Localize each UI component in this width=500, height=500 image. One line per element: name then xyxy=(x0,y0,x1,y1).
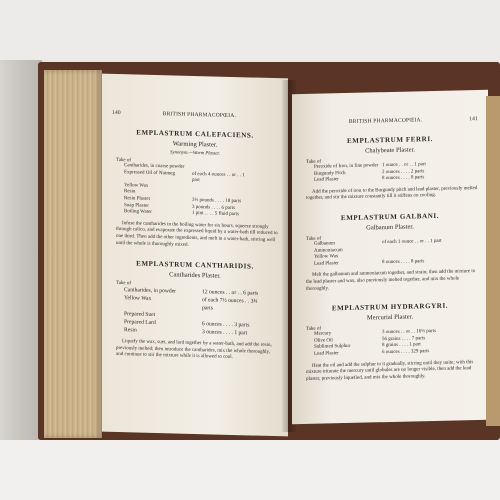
take-of-label: Take of xyxy=(116,281,132,287)
section-title: EMPLASTRUM CANTHARIDIS. xyxy=(136,259,254,271)
ingredient-row: Yellow Wax xyxy=(124,182,149,189)
ingredient-row: Yellow Wax of each 7½ ounces . . 3¾ parts xyxy=(124,295,258,312)
page-number: 140 xyxy=(112,109,121,117)
ingredient-row: Burgundy Pitch 2 ounces . . . . 2 parts xyxy=(314,168,425,177)
section-subtitle: Galbanum Plaster. xyxy=(366,223,414,232)
ingredient-row: Resin xyxy=(124,189,136,195)
ingredient-row: Mercury 3 ounces . . or . . 16½ parts xyxy=(314,329,437,337)
synonym: Synonym.—Warm Plaster. xyxy=(170,150,220,157)
ingredient-row: Prepared Suet xyxy=(124,311,156,319)
method-paragraph: Infuse the cantharides in the boiling water for six hours, squeeze strongly through calico, and evaporate the expressed liquid by a water-bath till reduced to one third. Then add the other ingredients, and melt in a water-bath, stirring well until the whole is thoroughly mixed. xyxy=(116,220,278,248)
ingredient-row: Sublimed Sulphur 8 grains . . . . 1 part xyxy=(314,342,421,351)
ingredient-row: Lead Plaster 8 ounces . . . . 8 parts xyxy=(314,175,425,183)
left-page-header xyxy=(102,110,288,121)
section-title: EMPLASTRUM CALEFACIENS. xyxy=(136,128,254,140)
ingredient-row: Galbanum of each 1 ounce . . or . . 1 part xyxy=(314,238,442,247)
ingredient-row: Boiling Water 1 pint . . . . 5 fluid parts xyxy=(124,209,239,218)
take-of-label: Take of xyxy=(116,157,132,164)
section-title: EMPLASTRUM FERRI. xyxy=(346,135,434,145)
right-page-header xyxy=(292,116,488,126)
section-subtitle: Chalybeate Plaster. xyxy=(365,146,415,155)
ingredient-row: Prepared Lard 6 ounces . . . . 3 parts xyxy=(124,319,250,329)
ingredient-row: Soap Plaster 3 pounds . . . . 6 parts xyxy=(124,202,235,211)
section-subtitle: Cantharides Plaster. xyxy=(169,271,221,280)
take-of-label: Take of xyxy=(306,236,322,242)
ingredient-row: Peroxide of Iron, in fine powder 1 ounce . . or . . 1 part xyxy=(314,162,426,170)
table-surface xyxy=(0,60,42,440)
page-edges-left xyxy=(44,70,102,438)
section-title: EMPLASTRUM GALBANI. xyxy=(340,211,440,223)
background-top xyxy=(0,0,500,60)
page-number: 141 xyxy=(469,116,478,123)
ingredient-row: Cantharides, in coarse powder xyxy=(124,163,185,170)
ingredient-row: Resin 3 ounces . . . . 1 part xyxy=(124,327,248,337)
running-title: BRITISH PHARMACOPŒIA. xyxy=(162,111,237,120)
page-edges-right xyxy=(486,96,500,426)
method-paragraph: Add the peroxide of iron to the Burgundy pitch and lead plaster, previously melted together, and stir the mixture constantly till it stiffens on cooling. xyxy=(306,185,478,202)
ingredient-row: Ammoniacum xyxy=(314,247,343,254)
method-paragraph: Melt the galbanum and ammoniacum together, and strain; then add the mixture to the lead plaster and wax, also previously melted together, and mix the whole thoroughly. xyxy=(306,269,476,292)
take-of-label: Take of xyxy=(306,326,322,333)
ingredient-row: Expressed Oil of Nutmeg of each 4 ounces . . or . . 1 part xyxy=(124,169,245,184)
ingredient-row: Yellow Wax xyxy=(314,254,339,260)
section-subtitle: Mercurial Plaster. xyxy=(366,313,414,322)
right-page xyxy=(292,90,488,424)
section-title: EMPLASTRUM HYDRARGYRI. xyxy=(331,301,449,313)
left-page xyxy=(102,74,288,437)
background-bottom xyxy=(0,440,500,500)
method-paragraph: Liquefy the wax, suet, and lard together by a water-bath, and add the resin, previously melted; then introduce the cantharides, mix the whole thoroughly, and continue to stir the mixture while it is allowed to cool. xyxy=(116,339,272,361)
ingredient-row: Cantharides, in powder 12 ounces . . or . . 6 parts xyxy=(124,287,259,297)
take-of-label: Take of xyxy=(306,159,322,165)
ingredient-row: Olive Oil 56 grains . . . . 7 parts xyxy=(314,335,426,344)
ingredient-row: Lead Plaster 8 ounces . . . . 8 parts xyxy=(314,258,425,267)
method-paragraph: Heat the oil and add the sulphur to it gradually, stirring until they unite; with this mixture triturate the mercury until globules are no longer visible, then add the lead plaster, previously liquefied, and mix the whole thoroughly. xyxy=(306,359,474,382)
section-subtitle: Warming Plaster. xyxy=(172,140,218,149)
ingredient-row: Resin Plaster 3½ pounds . . . . 18 parts xyxy=(124,196,242,205)
running-title: BRITISH PHARMACOPŒIA. xyxy=(348,117,423,125)
ingredient-row: Lead Plaster 6 ounces . . . . 329 parts xyxy=(314,349,430,357)
